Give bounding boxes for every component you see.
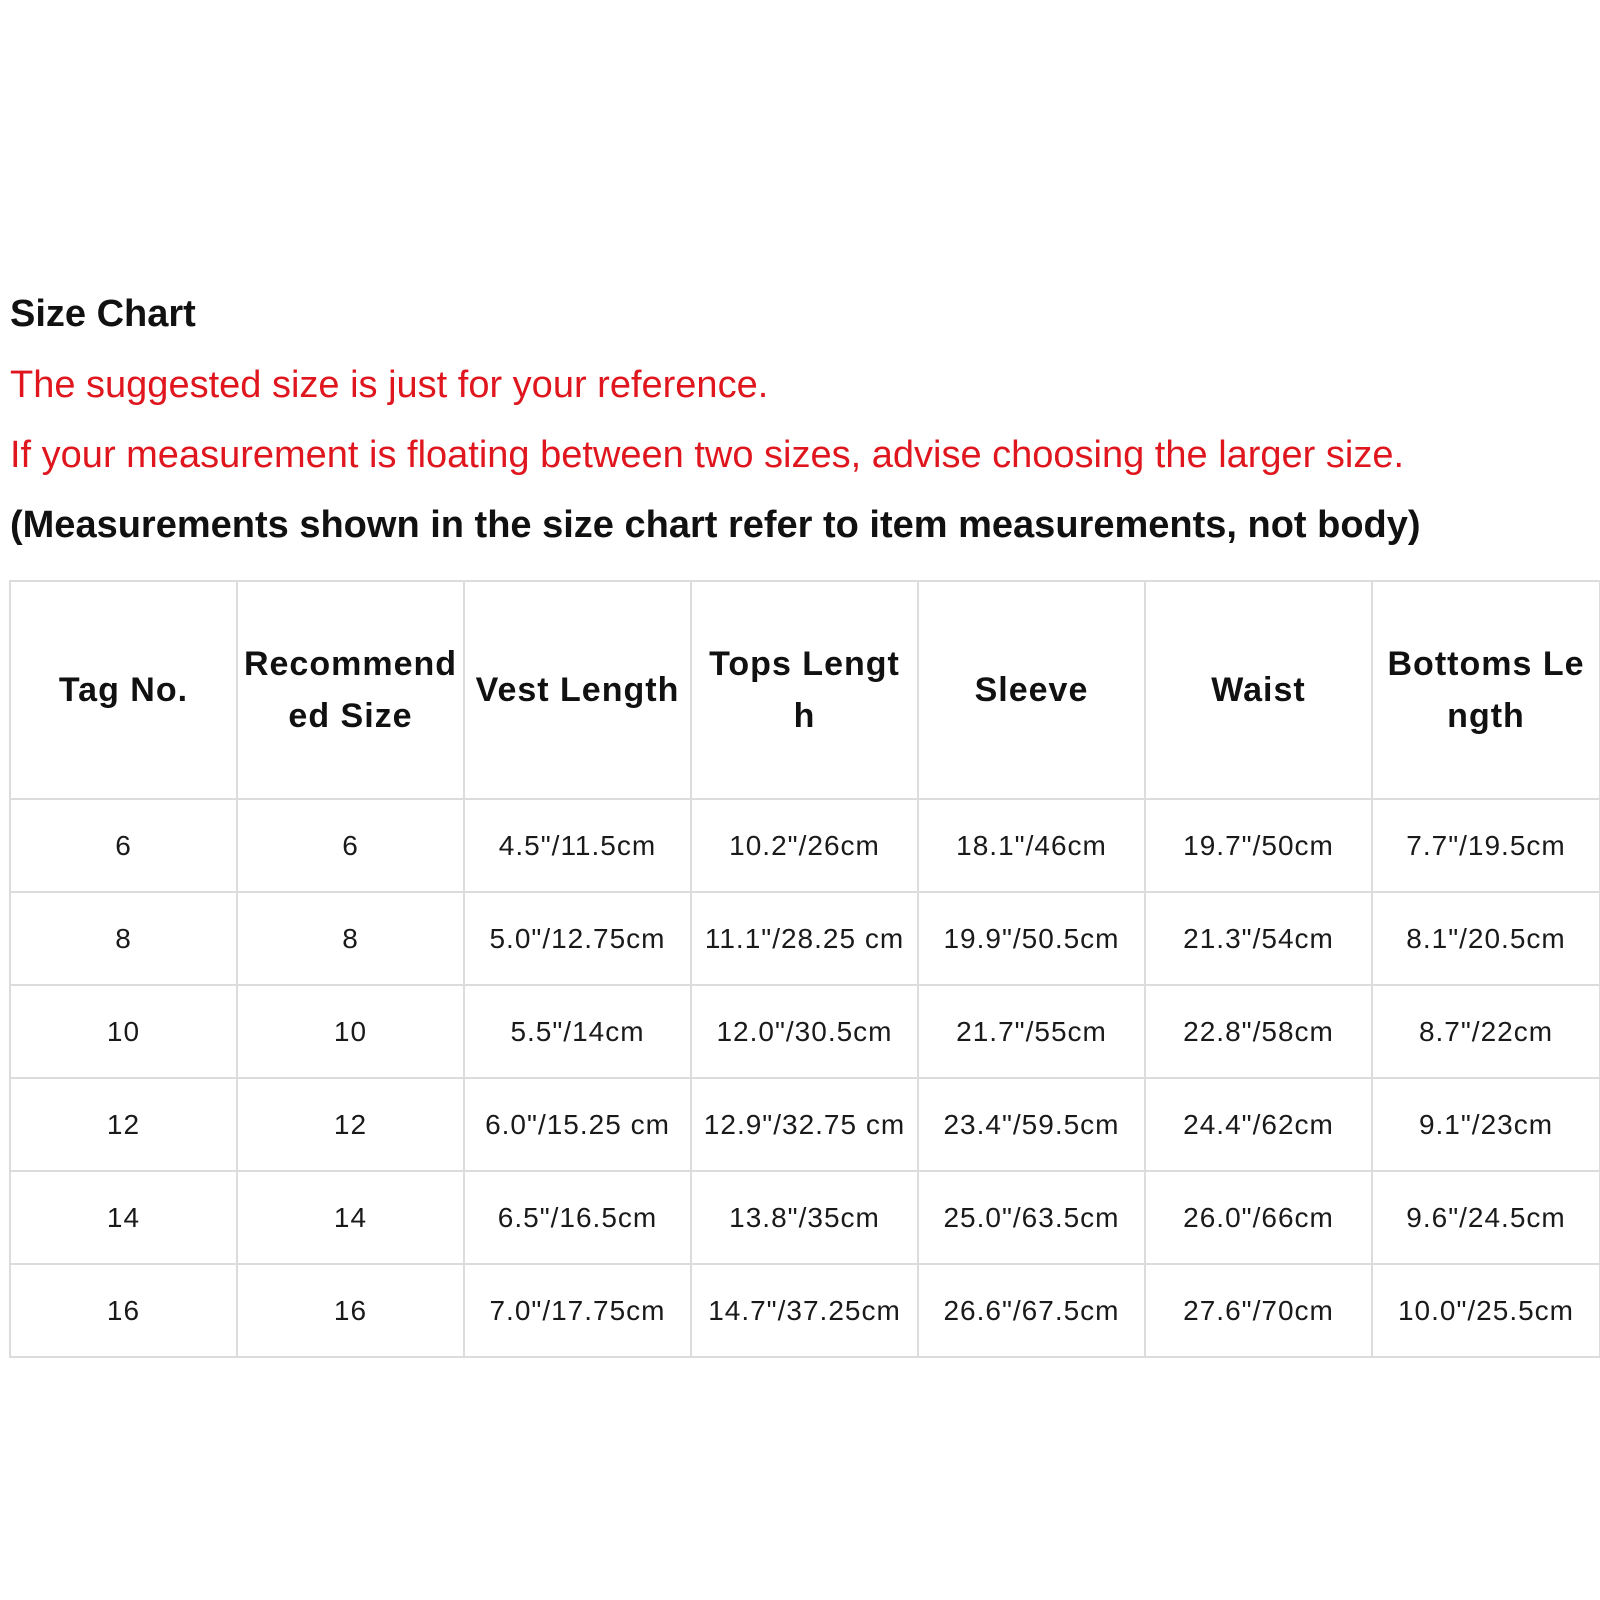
table-cell: 14	[10, 1171, 237, 1264]
table-cell: 14.7"/37.25cm	[691, 1264, 918, 1357]
column-header	[918, 581, 1145, 799]
column-header-line: h	[793, 697, 816, 735]
table-cell: 6.5"/16.5cm	[464, 1171, 691, 1264]
table-cell: 6.0"/15.25 cm	[464, 1078, 691, 1171]
table-cell: 25.0"/63.5cm	[918, 1171, 1145, 1264]
table-header-row	[10, 581, 1600, 799]
table-cell: 16	[10, 1264, 237, 1357]
column-header-line: Recommend	[243, 645, 458, 683]
table-cell: 16	[237, 1264, 464, 1357]
table-cell: 23.4"/59.5cm	[918, 1078, 1145, 1171]
table-cell: 10.0"/25.5cm	[1372, 1264, 1600, 1357]
table-row	[10, 892, 1600, 985]
table-cell: 6	[10, 799, 237, 892]
table-cell: 5.5"/14cm	[464, 985, 691, 1078]
measurement-disclaimer: (Measurements shown in the size chart refer to item measurements, not body)	[10, 504, 1421, 546]
column-header	[464, 581, 691, 799]
table-cell: 26.0"/66cm	[1145, 1171, 1372, 1264]
table-body	[10, 799, 1600, 1357]
table-cell: 8	[237, 892, 464, 985]
column-header-line: Waist	[1211, 671, 1306, 709]
table-cell: 18.1"/46cm	[918, 799, 1145, 892]
sizing-advice-note: If your measurement is floating between two sizes, advise choosing the larger size.	[10, 434, 1405, 476]
table-cell: 10.2"/26cm	[691, 799, 918, 892]
page-title: Size Chart	[10, 293, 196, 335]
table-cell: 19.7"/50cm	[1145, 799, 1372, 892]
table-cell: 10	[237, 985, 464, 1078]
table-cell: 11.1"/28.25 cm	[691, 892, 918, 985]
column-header	[691, 581, 918, 799]
table-cell: 8.7"/22cm	[1372, 985, 1600, 1078]
table-cell: 26.6"/67.5cm	[918, 1264, 1145, 1357]
table-cell: 4.5"/11.5cm	[464, 799, 691, 892]
column-header-line: Sleeve	[974, 671, 1089, 709]
size-chart-table	[9, 580, 1600, 1358]
table-cell: 21.3"/54cm	[1145, 892, 1372, 985]
column-header-line: Tag No.	[58, 671, 189, 709]
table-cell: 21.7"/55cm	[918, 985, 1145, 1078]
table-cell: 7.0"/17.75cm	[464, 1264, 691, 1357]
column-header	[237, 581, 464, 799]
table-cell: 24.4"/62cm	[1145, 1078, 1372, 1171]
table-row	[10, 1078, 1600, 1171]
table-cell: 22.8"/58cm	[1145, 985, 1372, 1078]
table-cell: 8	[10, 892, 237, 985]
table-cell: 9.1"/23cm	[1372, 1078, 1600, 1171]
table-cell: 12	[237, 1078, 464, 1171]
table-cell: 8.1"/20.5cm	[1372, 892, 1600, 985]
column-header	[10, 581, 237, 799]
column-header-line: ngth	[1447, 697, 1525, 735]
table-cell: 5.0"/12.75cm	[464, 892, 691, 985]
column-header	[1372, 581, 1600, 799]
table-cell: 9.6"/24.5cm	[1372, 1171, 1600, 1264]
table-cell: 7.7"/19.5cm	[1372, 799, 1600, 892]
table-row	[10, 985, 1600, 1078]
column-header-line: Tops Lengt	[709, 645, 900, 683]
table-cell: 19.9"/50.5cm	[918, 892, 1145, 985]
table-cell: 12.9"/32.75 cm	[691, 1078, 918, 1171]
table-row	[10, 799, 1600, 892]
table-row	[10, 1171, 1600, 1264]
table-cell: 12.0"/30.5cm	[691, 985, 918, 1078]
table-cell: 27.6"/70cm	[1145, 1264, 1372, 1357]
column-header-line: Bottoms Le	[1387, 645, 1585, 683]
column-header	[1145, 581, 1372, 799]
table-cell: 6	[237, 799, 464, 892]
table-cell: 13.8"/35cm	[691, 1171, 918, 1264]
column-header-line: ed Size	[288, 697, 413, 735]
column-header-line: Vest Length	[475, 671, 680, 709]
table-row	[10, 1264, 1600, 1357]
table-cell: 12	[10, 1078, 237, 1171]
reference-note: The suggested size is just for your reference.	[10, 364, 769, 406]
table-cell: 10	[10, 985, 237, 1078]
table-cell: 14	[237, 1171, 464, 1264]
